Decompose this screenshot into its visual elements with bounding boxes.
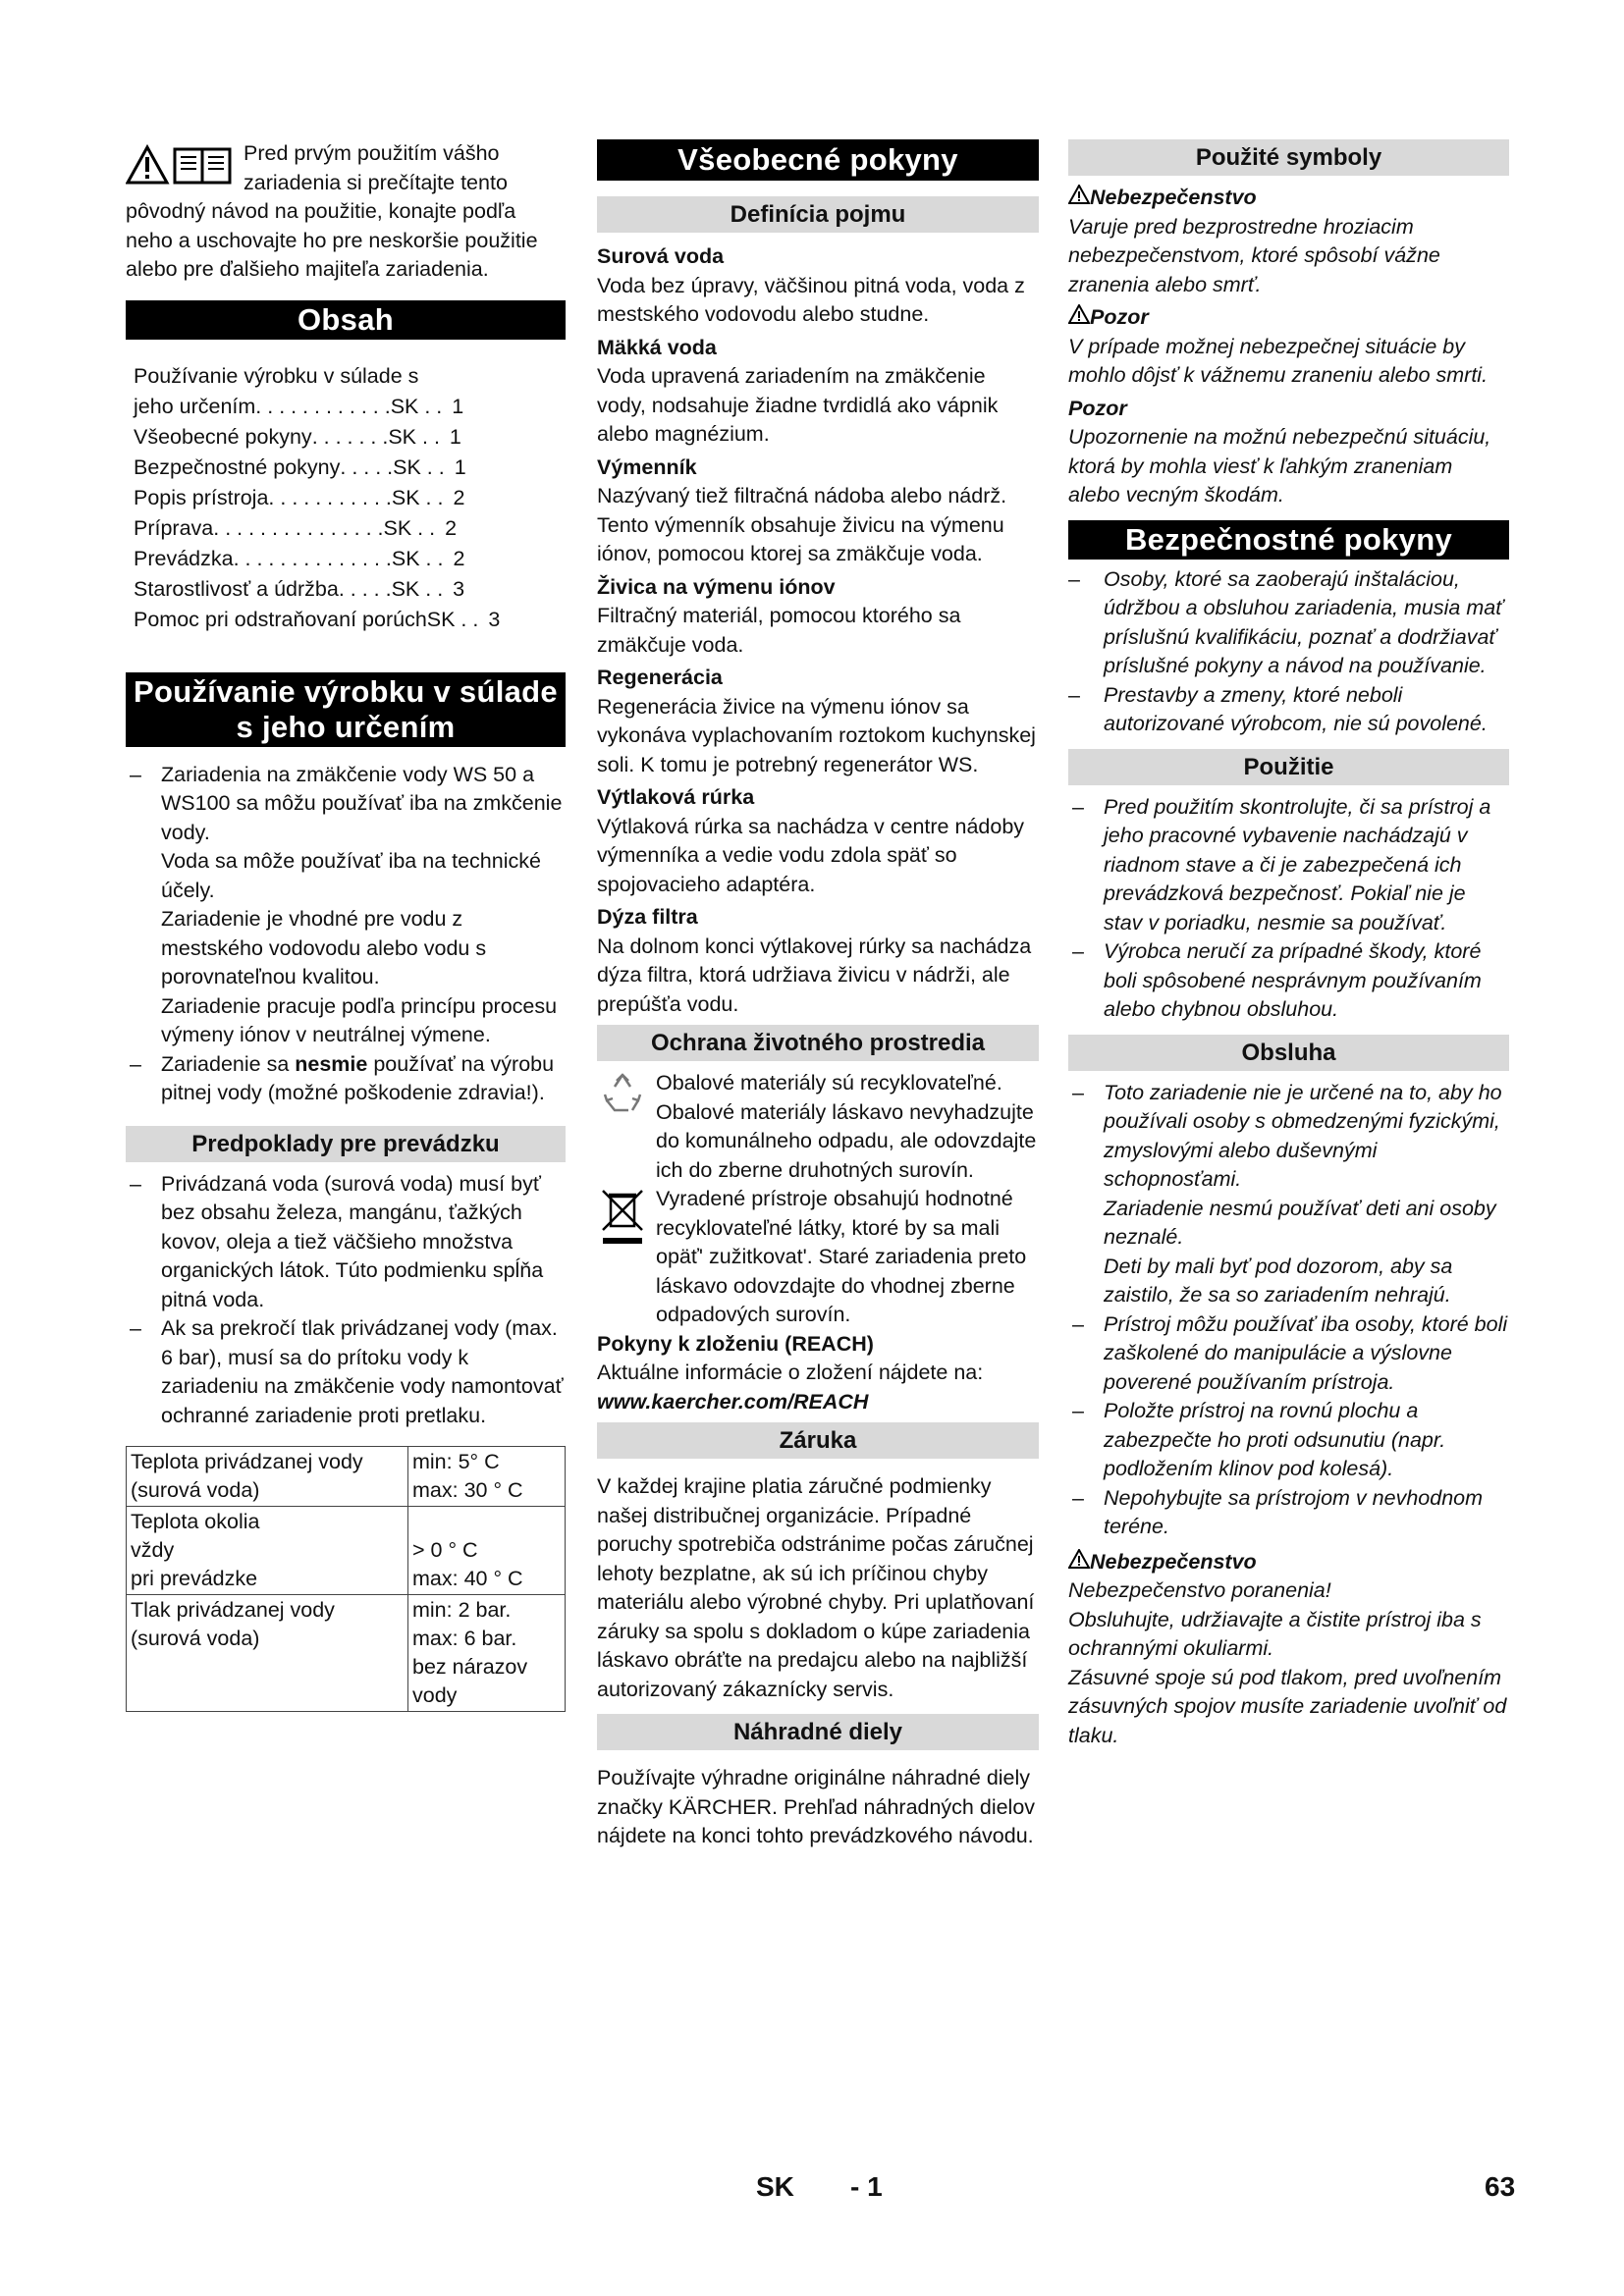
prereq-bullet-1: Privádzaná voda (surová voda) musí byť bez obsahu železa, mangánu, ťažkých kovov, oleja a tiež väčšieho množstva organických látok. Túto podmienku spĺňa pitná voda. bbox=[161, 1171, 544, 1311]
use-title: Použitie bbox=[1068, 749, 1509, 785]
toc-item-ref: SK . . bbox=[388, 424, 440, 449]
toc-item-page: 1 bbox=[449, 424, 461, 449]
toc-item[interactable] bbox=[134, 513, 566, 544]
toc-item-label: Pomoc pri odstraňovaní porúch bbox=[134, 607, 427, 631]
environment-title: Ochrana životného prostredia bbox=[597, 1025, 1039, 1061]
toc-item-ref: SK . . bbox=[391, 576, 444, 601]
use-list bbox=[1068, 793, 1509, 1025]
term-definition: Regenerácia živice na výmenu iónov sa vykonáva vyplachovaním roztokom kuchynskej soli. K tomu je potrebný regenerátor WS. bbox=[597, 694, 1036, 776]
list-item: – Nepohybujte sa prístrojom v nevhodnom teréne. bbox=[1072, 1485, 1484, 1538]
spec-value: > 0 ° C max: 40 ° C bbox=[408, 1507, 566, 1595]
usage-bullet-2-bold: nesmie bbox=[295, 1051, 368, 1076]
term-definition: Na dolnom konci výtlakovej rúrky sa nachádza dýza filtra, ktorá udržiava živicu v nádrži, ale prepúšťa vodu. bbox=[597, 934, 1032, 1016]
term: Surová voda bbox=[597, 244, 725, 268]
toc-item-label: Všeobecné pokyny bbox=[134, 424, 312, 449]
prereq-title: Predpoklady pre prevádzku bbox=[126, 1126, 566, 1162]
term-definition: Výtlaková rúrka sa nachádza v centre nádoby výmenníka a vedie vodu zdola späť so spojovacieho adaptéra. bbox=[597, 814, 1025, 896]
safety-bullet-1: Osoby, ktoré sa zaoberajú inštaláciou, údržbou a obsluhou zariadenia, musia mať príslušnú kvalifikáciu, poznať a dodržiavať príslušné pokyny a návod na používanie. bbox=[1104, 566, 1503, 677]
toc-item-page: 1 bbox=[454, 454, 466, 479]
usage-title-line2: s jeho určením bbox=[236, 709, 456, 744]
toc-item-page: 2 bbox=[453, 546, 465, 570]
list-item: – Privádzaná voda (surová voda) musí byť bez obsahu železa, mangánu, ťažkých kovov, oleja a tiež väčšieho množstva organických látok. Túto podmienku spĺňa pitná voda. bbox=[130, 1171, 544, 1311]
operation-danger-label: Nebezpečenstvo bbox=[1090, 1549, 1257, 1574]
toc-item-ref: SK . . bbox=[391, 485, 444, 509]
reach-link[interactable]: www.kaercher.com/REACH bbox=[597, 1389, 869, 1414]
usage-bullet-1-p4: Zariadenie pracuje podľa princípu procesu výmeny iónov v neutrálnej výmene. bbox=[161, 993, 558, 1046]
caution-label: Pozor bbox=[1090, 305, 1149, 329]
toc-item-ref: SK . . bbox=[393, 454, 445, 479]
operation-bullet-4: Nepohybujte sa prístrojom v nevhodnom teréne. bbox=[1104, 1485, 1484, 1538]
toc-item-label: Bezpečnostné pokyny bbox=[134, 454, 341, 479]
danger-label: Nebezpečenstvo bbox=[1090, 186, 1257, 209]
danger-text: Varuje pred bezprostredne hroziacim nebezpečenstvom, ktoré spôsobí vážne zranenia alebo smrť. bbox=[1068, 214, 1440, 296]
usage-bullet-1-p2: Voda sa môže používať iba na technické účely. bbox=[161, 849, 541, 902]
warranty-title: Záruka bbox=[597, 1422, 1039, 1459]
toc-item-ref: SK . . bbox=[390, 394, 443, 418]
toc-item-label: Prevádzka bbox=[134, 546, 234, 570]
list-item: – Zariadenia na zmäkčenie vody WS 50 a WS100 sa môžu používať iba na zmkčenie vody. bbox=[130, 762, 563, 844]
term-definition: Nazývaný tiež filtračná nádoba alebo nádrž. Tento výmenník obsahuje živicu na výmenu iónov, pomocou ktorej sa zmäkčuje voda. bbox=[597, 484, 1007, 565]
warning-icon bbox=[1068, 304, 1090, 324]
caution-heading bbox=[1068, 303, 1509, 333]
caution-text: V prípade možnej nebezpečnej situácie by mohlo dôjsť k vážnemu zraneniu alebo smrti. bbox=[1068, 334, 1489, 387]
toc-item-ref: SK . . bbox=[383, 515, 436, 540]
spec-value: min: 5° C max: 30 ° C bbox=[408, 1447, 566, 1507]
danger-heading bbox=[1068, 184, 1509, 213]
crossed-bin-icon bbox=[599, 1187, 646, 1246]
column-left bbox=[126, 139, 566, 1712]
table-of-contents bbox=[134, 361, 566, 635]
toc-item-dots: . . . . . . . . . . . bbox=[268, 485, 392, 509]
use-bullet-2: Výrobca neručí za prípadné škody, ktoré boli spôsobené nesprávnym používaním alebo chybnou obsluhou. bbox=[1104, 939, 1482, 1021]
spare-parts-title: Náhradné diely bbox=[597, 1714, 1039, 1750]
list-item: – Položte prístroj na rovnú plochu a zabezpečte ho proti odsunutiu (napr. podložením klinov pod kolesá). bbox=[1072, 1399, 1446, 1480]
safety-title: Bezpečnostné pokyny bbox=[1068, 520, 1509, 560]
toc-item[interactable] bbox=[134, 453, 566, 483]
toc-item-label: Príprava bbox=[134, 515, 214, 540]
usage-bullet-2-post: používať na výrobu pitnej vody (možné poškodenie zdravia!). bbox=[161, 1051, 555, 1104]
term: Živica na výmenu iónov bbox=[597, 574, 836, 599]
operation-bullet-3: Položte prístroj na rovnú plochu a zabezpečte ho proti odsunutiu (napr. podložením klinov pod kolesá). bbox=[1104, 1399, 1446, 1480]
footer-page-number: 63 bbox=[1485, 2171, 1516, 2202]
operation-list bbox=[1068, 1079, 1509, 1542]
symbols-title: Použité symboly bbox=[1068, 139, 1509, 176]
toc-item-page: 2 bbox=[453, 485, 465, 509]
spec-label: Tlak privádzanej vody (surová voda) bbox=[127, 1595, 408, 1712]
operation-danger-heading bbox=[1068, 1548, 1509, 1577]
operation-bullet-1-p2: Zariadenie nesmú používať deti ani osoby neznalé. bbox=[1104, 1196, 1496, 1249]
usage-bullet-1-p3: Zariadenie je vhodné pre vodu z mestského vodovodu alebo vodu s porovnateľnou kvalitou. bbox=[161, 907, 487, 988]
operation-title: Obsluha bbox=[1068, 1035, 1509, 1071]
toc-item[interactable] bbox=[134, 483, 566, 513]
usage-bullet-1: Zariadenia na zmäkčenie vody WS 50 a WS100 sa môžu používať iba na zmkčenie vody. bbox=[161, 762, 563, 844]
spec-value: min: 2 bar. max: 6 bar. bez nárazov vody bbox=[408, 1595, 566, 1712]
term: Výmenník bbox=[597, 454, 697, 479]
weee-text: Vyradené prístroje obsahujú hodnotné recyklovateľné látky, ktoré by sa mali opäť' zužitkovat'. Staré zariadenia preto láskavo odovzdajte do vhodnej zberne odpadových surovín. bbox=[656, 1187, 1027, 1326]
safety-bullet-2: Prestavby a zmeny, ktoré neboli autorizované výrobcom, nie sú povolené. bbox=[1104, 682, 1488, 735]
term: Dýza filtra bbox=[597, 905, 698, 929]
use-bullet-1: Pred použitím skontrolujte, či sa prístroj a jeho pracovné vybavenie nachádzajú v riadnom stave a či je zabezpečená ich prevádzková bezpečnosť. Pokiaľ nie je stav v poriadku, nesmie sa používať. bbox=[1104, 794, 1491, 934]
operation-danger-line2: Obsluhujte, udržiavajte a čistite prístroj iba s ochrannými okuliarmi. bbox=[1068, 1607, 1482, 1660]
warranty-text: V každej krajine platia záručné podmienky našej distribučnej organizácie. Prípadné poruchy spotrebiča odstránime počas záručnej lehoty bezplatne, ak sú ich príčinou chyby materiálu alebo výrobné chyby. Pri uplatňovaní záruky sa spolu s dokladom o kúpe zariadenia láskavo obráťte na predajcu alebo na najbližší autorizovaný zákaznícky servis. bbox=[597, 1474, 1035, 1701]
operation-bullet-1-p3: Deti by mali byť pod dozorom, aby sa zaistilo, že sa so zariadením nehrajú. bbox=[1104, 1254, 1453, 1307]
definition-list bbox=[597, 242, 1039, 1019]
list-item: – Prestavby a zmeny, ktoré neboli autorizované výrobcom, nie sú povolené. bbox=[1068, 682, 1488, 735]
toc-item-ref: SK . . bbox=[391, 546, 444, 570]
operation-danger-line3: Zásuvné spoje sú pod tlakom, pred uvoľnením zásuvných spojov musíte zariadenie uvoľniť od tlaku. bbox=[1068, 1665, 1507, 1747]
note-label: Pozor bbox=[1068, 396, 1127, 420]
column-right bbox=[1068, 139, 1509, 1750]
toc-item-page: 1 bbox=[452, 394, 464, 418]
list-item: – Toto zariadenie nie je určené na to, aby ho používali osoby s obmedzenými fyzickými, zmyslovými alebo duševnými schopnosťami. bbox=[1072, 1080, 1502, 1191]
list-item: – Ak sa prekročí tlak privádzanej vody (max. 6 bar), musí sa do prítoku vody k zariadeniu na zmäkčenie vody namontovať ochranné zariadenie proti pretlaku. bbox=[130, 1316, 564, 1427]
note-text: Upozornenie na možnú nebezpečnú situáciu, ktorá by mohla viesť k ľahkým zraneniam alebo vecným škodám. bbox=[1068, 425, 1491, 507]
recycling-text: Obalové materiály sú recyklovateľné. Obalové materiály láskavo nevyhadzujte do komunálneho odpadu, ale odovzdajte ich do zberne druhotných surovín. bbox=[656, 1071, 1037, 1182]
table-row bbox=[127, 1447, 566, 1507]
warning-manual-icon bbox=[126, 143, 236, 187]
intro-block bbox=[126, 139, 566, 285]
list-item: – Pred použitím skontrolujte, či sa prístroj a jeho pracovné vybavenie nachádzajú v riadnom stave a či je zabezpečená ich prevádzková bezpečnosť. Pokiaľ nie je stav v poriadku, nesmie sa používať. bbox=[1072, 794, 1491, 934]
warning-icon bbox=[1068, 185, 1090, 204]
footer-language: SK bbox=[756, 2171, 794, 2202]
recycling-block bbox=[597, 1069, 1039, 1185]
operation-bullet-1: Toto zariadenie nie je určené na to, aby ho používali osoby s obmedzenými fyzickými, zmyslovými alebo duševnými schopnosťami. bbox=[1104, 1080, 1502, 1191]
spec-label: Teplota privádzanej vody (surová voda) bbox=[127, 1447, 408, 1507]
general-title: Všeobecné pokyny bbox=[597, 139, 1039, 181]
usage-title-line1: Používanie výrobku v súlade bbox=[134, 673, 558, 709]
warning-icon bbox=[1068, 1549, 1090, 1569]
toc-item-dots: . . . . . . . bbox=[311, 424, 389, 449]
toc-item-dots: . . . . . . . . . . . . bbox=[255, 394, 391, 418]
reach-text: Aktuálne informácie o zložení nájdete na: bbox=[597, 1361, 984, 1384]
term: Mäkká voda bbox=[597, 335, 717, 359]
toc-item-page: 3 bbox=[488, 607, 501, 631]
toc-item-ref: SK . . bbox=[426, 607, 479, 631]
toc-item[interactable] bbox=[134, 422, 566, 453]
list-item: – Zariadenie sa nesmie používať na výrobu pitnej vody (možné poškodenie zdravia!). bbox=[130, 1051, 555, 1104]
operation-bullet-2: Prístroj môžu používať iba osoby, ktoré boli zaškolené do manipulácie a výslovne poverené používaním prístroja. bbox=[1104, 1311, 1508, 1394]
column-middle bbox=[597, 139, 1039, 1851]
toc-item-dots: . . . . . . . . . . . . . . . bbox=[213, 515, 384, 540]
toc-item[interactable] bbox=[134, 605, 566, 635]
recycling-icon bbox=[599, 1071, 646, 1114]
toc-item-label: Popis prístroja bbox=[134, 485, 269, 509]
term: Regenerácia bbox=[597, 666, 723, 689]
toc-item[interactable] bbox=[134, 361, 566, 422]
spec-table bbox=[126, 1446, 566, 1712]
toc-item-dots: . . . . . bbox=[338, 576, 392, 601]
prereq-bullet-2: Ak sa prekročí tlak privádzanej vody (max. 6 bar), musí sa do prítoku vody k zariadeniu na zmäkčenie vody namontovať ochranné zariadenie proti pretlaku. bbox=[161, 1316, 564, 1427]
toc-item-label: jeho určením bbox=[134, 394, 256, 418]
reach-title: Pokyny k zloženiu (REACH) bbox=[597, 1331, 874, 1356]
weee-block bbox=[597, 1185, 1039, 1330]
definition-title: Definícia pojmu bbox=[597, 196, 1039, 233]
toc-item-dots: . . . . . . . . . . . . . . bbox=[233, 546, 392, 570]
usage-bullet-2-pre: Zariadenie sa bbox=[161, 1051, 296, 1076]
spare-parts-text: Používajte výhradne originálne náhradné diely značky KÄRCHER. Prehľad náhradných dielov nájdete na konci tohto prevádzkového návodu. bbox=[597, 1766, 1036, 1847]
list-item: – Výrobca neručí za prípadné škody, ktoré boli spôsobené nesprávnym používaním alebo chybnou obsluhou. bbox=[1072, 939, 1482, 1021]
toc-item-label: Starostlivosť a údržba bbox=[134, 576, 339, 601]
footer-section: - 1 bbox=[850, 2171, 883, 2202]
toc-item-page: 3 bbox=[453, 576, 465, 601]
table-row bbox=[127, 1595, 566, 1712]
toc-item[interactable] bbox=[134, 544, 566, 574]
prereq-list bbox=[126, 1170, 566, 1431]
toc-item-dots: . . . . . bbox=[340, 454, 394, 479]
list-item: – Prístroj môžu používať iba osoby, ktoré boli zaškolené do manipulácie a výslovne poverené používaním prístroja. bbox=[1072, 1311, 1508, 1394]
safety-list bbox=[1068, 565, 1509, 739]
term-definition: Voda bez úpravy, väčšinou pitná voda, voda z mestského vodovodu alebo studne. bbox=[597, 273, 1025, 326]
toc-title: Obsah bbox=[126, 300, 566, 340]
usage-list bbox=[126, 761, 566, 1108]
toc-item-page: 2 bbox=[445, 515, 458, 540]
term-definition: Voda upravená zariadením na zmäkčenie vody, nodsahuje žiadne tvrdidlá ako vápnik alebo magnézium. bbox=[597, 364, 999, 446]
usage-title bbox=[126, 672, 566, 747]
operation-danger-line1: Nebezpečenstvo poranenia! bbox=[1068, 1578, 1331, 1602]
list-item: – Osoby, ktoré sa zaoberajú inštaláciou, údržbou a obsluhou zariadenia, musia mať príslušnú kvalifikáciu, poznať a dodržiavať príslušné pokyny a návod na používanie. bbox=[1068, 566, 1503, 677]
table-row bbox=[127, 1507, 566, 1595]
term-definition: Filtračný materiál, pomocou ktorého sa zmäkčuje voda. bbox=[597, 604, 961, 657]
intro-text: Pred prvým použitím vášho zariadenia si prečítajte tento pôvodný návod na použitie, konajte podľa neho a uschovajte ho pre neskoršie použitie alebo pre ďalšieho majiteľa zariadenia. bbox=[126, 141, 538, 281]
term: Výtlaková rúrka bbox=[597, 785, 755, 809]
spec-label: Teplota okolia vždy pri prevádzke bbox=[127, 1507, 408, 1595]
toc-item-label: Používanie výrobku v súlade s bbox=[134, 363, 419, 388]
toc-item[interactable] bbox=[134, 574, 566, 605]
